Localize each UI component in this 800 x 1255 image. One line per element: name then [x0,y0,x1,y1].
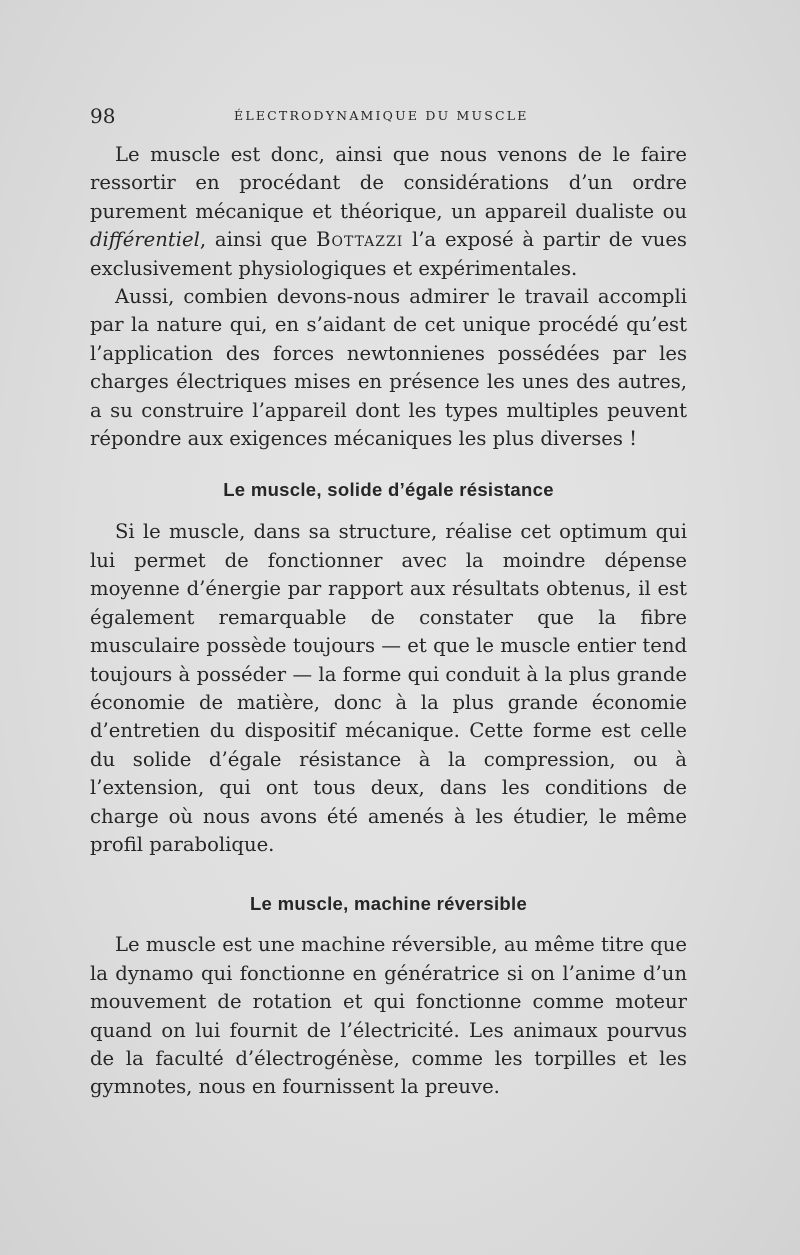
section-heading-solid-resistance: Le muscle, solide d’égale résistance [223,479,554,501]
paragraph-1 [90,141,687,283]
paragraph-1-text-middle: , ainsi que [199,228,317,252]
paragraph-2: Aussi, combien devons-nous admirer le travail accompli par la nature qui, en s’aidant de cet unique procédé qu’est l’application des forces newtonnienes possédées par les charges électriques mises en présence les unes des autres, a su construire l’appareil dont les types multiples peuvent répondre aux exigences mécaniques les plus diverses ! [90,285,687,451]
paragraph-3: Si le muscle, dans sa structure, réalise cet optimum qui lui permet de fonctionner avec la moindre dépense moyenne d’énergie par rapport aux résultats obtenus, il est également remarquable de constater que la fibre musculaire possède toujours — et que le muscle entier tend toujours à posséder — la forme qui conduit à la plus grande économie de matière, donc à la plus grande économie d’entretien du dispositif mécanique. Cette forme est celle du solide d’égale résistance à la compression, ou à l’extension, qui ont tous deux, dans les conditions de charge où nous avons été amenés à les étudier, le même profil parabolique. [90,520,687,856]
body-text [90,141,687,1102]
running-head [90,104,710,128]
running-title: ÉLECTRODYNAMIQUE DU MUSCLE [234,108,529,123]
page-number: 98 [90,104,116,128]
paragraph-1-text-end: l’a exposé à partir de vues exclusivement physiologiques et expérimentales. [90,228,687,280]
author-name: Bottazzi [316,228,404,252]
section-heading-reversible-machine: Le muscle, machine réversible [249,893,528,915]
italic-term: différentiel [90,228,200,252]
paragraph-1-text-start: Le muscle est donc, ainsi que nous venons de le faire ressortir en procédant de considérations d’un ordre purement mécanique et théorique, un appareil dualiste ou [90,143,687,223]
paragraph-4: Le muscle est une machine réversible, au même titre que la dynamo qui fonctionne en génératrice si on l’anime d’un mouvement de rotation et qui fonctionne comme moteur quand on lui fournit de l’électricité. Les animaux pourvus de la faculté d’électrogénèse, comme les torpilles et les gymnotes, nous en fournissent la preuve. [90,933,687,1099]
